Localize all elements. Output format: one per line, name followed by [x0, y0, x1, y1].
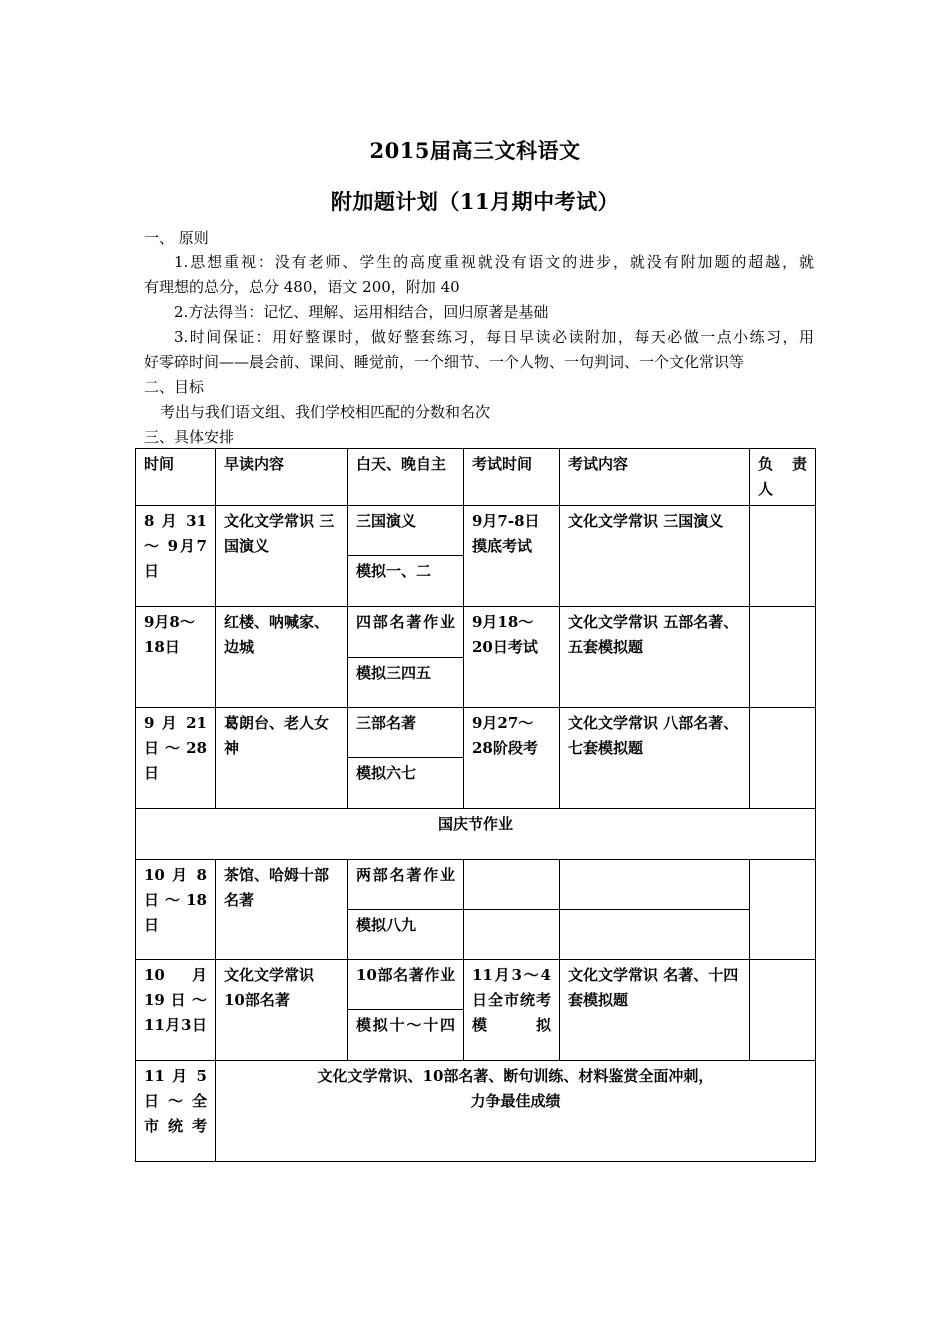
row-morning: 文化文学常识 10部名著 — [216, 960, 348, 1061]
principle-3-line-2: 好零碎时间——晨会前、课间、睡觉前，一个细节、一个人物、一句判词、一个文化常识等 — [144, 353, 745, 371]
row-morning: 文化文学常识 三国演义 — [216, 506, 348, 607]
table-row — [136, 860, 816, 910]
table-row — [136, 708, 816, 758]
document-title: 2015届高三文科语文 — [369, 138, 581, 163]
row-day-practice: 模拟十～十四 — [348, 1010, 464, 1061]
header-owner: 负 责 人 — [750, 449, 816, 506]
table-row — [136, 506, 816, 556]
holiday-homework: 国庆节作业 — [136, 809, 816, 860]
row-time: 9 月 21 日 ～ 28日 — [136, 708, 216, 809]
row-day-task: 三国演义 — [348, 506, 464, 556]
section-arrangement-heading: 三、具体安排 — [144, 428, 235, 446]
schedule-table — [135, 448, 816, 1162]
row-exam-time — [464, 860, 560, 910]
final-row — [136, 1061, 816, 1162]
principle-1-line-1: 1.思想重视：没有老师、学生的高度重视就没有语文的进步，就没有附加题的超越，就 — [174, 253, 814, 271]
principle-3-line-1: 3.时间保证：用好整课时，做好整套练习，每日早读必读附加，每天必做一点小练习，用 — [174, 328, 814, 346]
row-morning: 红楼、呐喊家、边城 — [216, 607, 348, 708]
row-exam-time: 9月18～20日考试 — [464, 607, 560, 708]
row-day-practice: 模拟三四五 — [348, 658, 464, 708]
row-time: 9月8～18日 — [136, 607, 216, 708]
header-morning-reading: 早读内容 — [216, 449, 348, 506]
header-exam-time: 考试时间 — [464, 449, 560, 506]
principle-2: 2.方法得当：记忆、理解、运用相结合，回归原著是基础 — [174, 303, 549, 321]
row-exam-content-empty — [560, 910, 750, 960]
final-time: 11 月 5 日 ～ 全市统考 — [136, 1061, 216, 1162]
row-owner — [750, 860, 816, 960]
header-day-evening: 白天、晚自主 — [348, 449, 464, 506]
final-plan — [216, 1061, 816, 1162]
row-exam-content — [560, 860, 750, 910]
row-day-practice: 模拟一、二 — [348, 556, 464, 607]
row-morning: 茶馆、哈姆十部名著 — [216, 860, 348, 960]
row-owner — [750, 506, 816, 607]
row-owner — [750, 607, 816, 708]
row-exam-time: 9月7-8日摸底考试 — [464, 506, 560, 607]
table-header-row — [136, 449, 816, 506]
row-day-task: 三部名著 — [348, 708, 464, 758]
row-time: 10 月 8 日 ～ 18日 — [136, 860, 216, 960]
holiday-row — [136, 809, 816, 860]
row-day-task: 四部名著作业 — [348, 607, 464, 658]
row-time: 10 月 19 日 ～ 11月3日 — [136, 960, 216, 1061]
row-exam-content: 文化文学常识 五部名著、五套模拟题 — [560, 607, 750, 708]
row-day-task: 两部名著作业 — [348, 860, 464, 910]
header-time: 时间 — [136, 449, 216, 506]
row-exam-content: 文化文学常识 八部名著、七套模拟题 — [560, 708, 750, 809]
goal-text: 考出与我们语文组、我们学校相匹配的分数和名次 — [160, 403, 491, 421]
row-time: 8 月 31 ～ 9月7日 — [136, 506, 216, 607]
final-plan-line-1: 文化文学常识、10部名著、断句训练、材料鉴赏全面冲刺， — [317, 1067, 714, 1085]
section-principles-heading: 一、 原则 — [144, 229, 209, 247]
row-day-practice: 模拟六七 — [348, 758, 464, 809]
row-exam-content: 文化文学常识 名著、十四套模拟题 — [560, 960, 750, 1061]
row-exam-time: 11月3～4日全市统考模拟 — [464, 960, 560, 1061]
row-exam-time-empty — [464, 910, 560, 960]
row-day-practice: 模拟八九 — [348, 910, 464, 960]
document-subtitle: 附加题计划（11月期中考试） — [330, 189, 620, 214]
row-day-task: 10部名著作业 — [348, 960, 464, 1010]
row-owner — [750, 708, 816, 809]
row-exam-time: 9月27～28阶段考 — [464, 708, 560, 809]
table-row — [136, 960, 816, 1010]
table-row — [136, 607, 816, 658]
section-goal-heading: 二、目标 — [144, 378, 205, 396]
row-exam-content: 文化文学常识 三国演义 — [560, 506, 750, 607]
row-owner — [750, 960, 816, 1061]
row-morning: 葛朗台、老人女神 — [216, 708, 348, 809]
final-plan-line-2: 力争最佳成绩 — [470, 1092, 561, 1110]
header-exam-content: 考试内容 — [560, 449, 750, 506]
principle-1-line-2: 有理想的总分，总分 480，语文 200，附加 40 — [144, 278, 460, 296]
